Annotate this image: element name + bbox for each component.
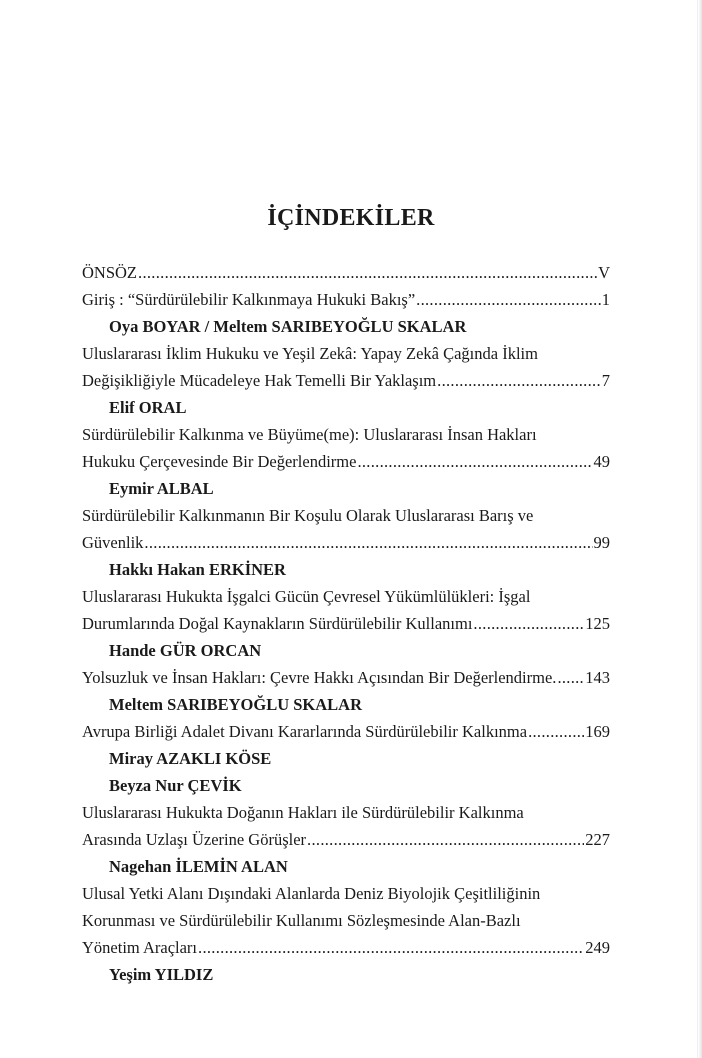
toc-author: Yeşim YILDIZ (109, 965, 214, 984)
toc-entry-title-line: Uluslararası İklim Hukuku ve Yeşil Zekâ: Yapay Zekâ Çağında İklim (82, 344, 538, 363)
toc-author: Elif ORAL (109, 398, 187, 417)
dot-leader (557, 664, 584, 691)
dot-leader (138, 259, 597, 286)
toc-entry-title: Hukuku Çerçevesinde Bir Değerlendirme (82, 452, 357, 471)
toc-author: Oya BOYAR / Meltem SARIBEYOĞLU SKALAR (109, 317, 467, 336)
toc-entry-last-line (82, 718, 610, 745)
toc-entry (82, 664, 610, 718)
page-title: İÇİNDEKİLER (267, 205, 435, 231)
dot-leader (357, 448, 592, 475)
toc-page-number: 99 (593, 533, 610, 552)
toc-entry-last-line (82, 259, 610, 286)
toc-entry (82, 799, 610, 880)
toc-entry-title: Avrupa Birliği Adalet Divanı Kararlarında Sürdürülebilir Kalkınma (82, 722, 528, 741)
table-of-contents (82, 259, 610, 988)
toc-entry (82, 421, 610, 502)
toc-entry-title-line: Ulusal Yetki Alanı Dışındaki Alanlarda Deniz Biyolojik Çeşitliliğinin (82, 884, 541, 903)
toc-author: Eymir ALBAL (109, 479, 214, 498)
toc-entry-last-line (82, 610, 610, 637)
toc-author: Miray AZAKLI KÖSE (109, 749, 272, 768)
toc-entry-last-line (82, 367, 610, 394)
dot-leader (437, 367, 601, 394)
toc-entry-title: Güvenlik (82, 533, 144, 552)
toc-entry-title-line: Korunması ve Sürdürülebilir Kullanımı Sözleşmesinde Alan-Bazlı (82, 911, 521, 930)
toc-author: Nagehan İLEMİN ALAN (109, 857, 288, 876)
dot-leader (307, 826, 584, 853)
toc-entry (82, 718, 610, 799)
toc-entry (82, 259, 610, 286)
toc-entry-title: Değişikliğiyle Mücadeleye Hak Temelli Bir Yaklaşım (82, 371, 437, 390)
toc-page-number: 143 (585, 668, 610, 687)
toc-entry-title-line: Sürdürülebilir Kalkınma ve Büyüme(me): Uluslararası İnsan Hakları (82, 425, 537, 444)
dot-leader (416, 286, 601, 313)
toc-entry-last-line (82, 448, 610, 475)
dot-leader (473, 610, 584, 637)
toc-entry-last-line (82, 664, 610, 691)
toc-entry-title: Yolsuzluk ve İnsan Hakları: Çevre Hakkı Açısından Bir Değerlendirme. (82, 668, 557, 687)
toc-page-number: 7 (601, 371, 610, 390)
toc-entry-title: ÖNSÖZ (82, 263, 138, 282)
toc-entry-title-line: Uluslararası Hukukta İşgalci Gücün Çevresel Yükümlülükleri: İşgal (82, 587, 531, 606)
toc-page-number: 1 (601, 290, 610, 309)
toc-author: Beyza Nur ÇEVİK (109, 776, 242, 795)
toc-entry-title: Yönetim Araçları (82, 938, 198, 957)
toc-author: Hakkı Hakan ERKİNER (109, 560, 286, 579)
toc-page-number: 227 (585, 830, 610, 849)
toc-entry-last-line (82, 529, 610, 556)
toc-entry (82, 286, 610, 340)
toc-entry-title: Durumlarında Doğal Kaynakların Sürdürülebilir Kullanımı (82, 614, 473, 633)
dot-leader (198, 934, 584, 961)
toc-entry-last-line (82, 826, 610, 853)
toc-page-number: V (598, 263, 610, 282)
dot-leader (528, 718, 584, 745)
dot-leader (144, 529, 592, 556)
toc-entry-title: Arasında Uzlaşı Üzerine Görüşler (82, 830, 307, 849)
toc-entry (82, 880, 610, 988)
toc-page-number: 125 (585, 614, 610, 633)
toc-author: Meltem SARIBEYOĞLU SKALAR (109, 695, 363, 714)
toc-page-number: 169 (585, 722, 610, 741)
toc-author: Hande GÜR ORCAN (109, 641, 262, 660)
toc-entry-title-line: Uluslararası Hukukta Doğanın Hakları ile Sürdürülebilir Kalkınma (82, 803, 524, 822)
toc-entry-last-line (82, 934, 610, 961)
toc-page-number: 249 (585, 938, 610, 957)
toc-page-number: 49 (593, 452, 610, 471)
toc-entry (82, 340, 610, 421)
toc-entry-title-line: Sürdürülebilir Kalkınmanın Bir Koşulu Olarak Uluslararası Barış ve (82, 506, 534, 525)
toc-entry-last-line (82, 286, 610, 313)
toc-entry-title: Giriş : “Sürdürülebilir Kalkınmaya Hukuki Bakış” (82, 290, 416, 309)
toc-entry (82, 583, 610, 664)
page-edge (698, 0, 702, 1058)
toc-entry (82, 502, 610, 583)
